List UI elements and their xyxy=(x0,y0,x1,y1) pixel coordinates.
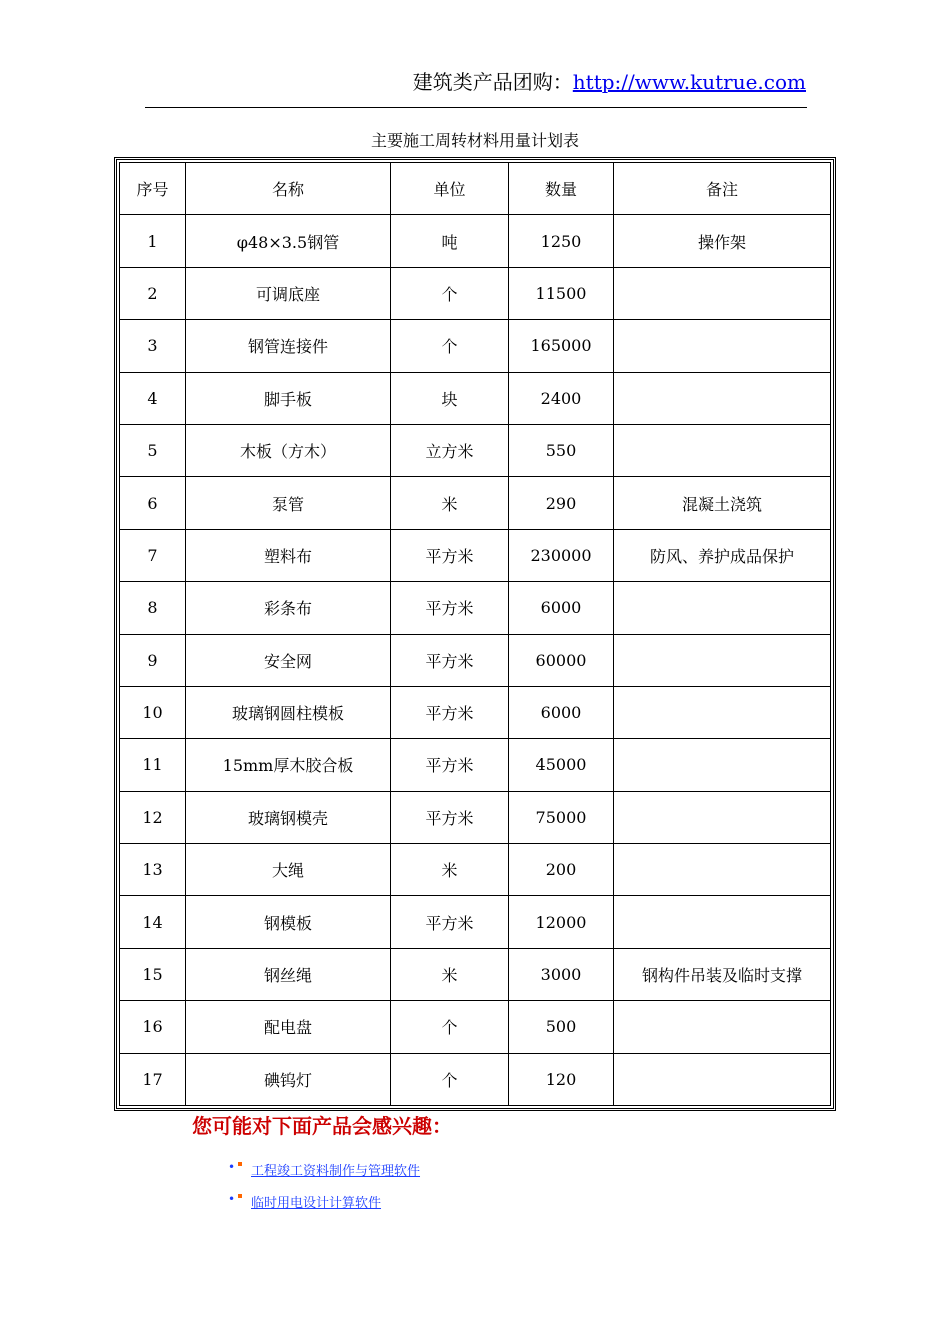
cell-index: 14 xyxy=(120,896,186,948)
cell-index: 5 xyxy=(120,424,186,476)
table-row xyxy=(120,215,831,267)
table-row xyxy=(120,1053,831,1105)
cell-index: 11 xyxy=(120,739,186,791)
cell-quantity: 6000 xyxy=(509,686,614,738)
table-row xyxy=(120,634,831,686)
cell-remark xyxy=(614,267,831,319)
cell-quantity: 11500 xyxy=(509,267,614,319)
table-row xyxy=(120,791,831,843)
cell-name: 碘钨灯 xyxy=(186,1053,391,1105)
cell-remark xyxy=(614,320,831,372)
header-divider xyxy=(145,107,807,108)
cell-remark xyxy=(614,634,831,686)
header-url-link[interactable]: http://www.kutrue.com xyxy=(572,70,806,94)
cell-quantity: 165000 xyxy=(509,320,614,372)
cell-remark xyxy=(614,791,831,843)
cell-quantity: 2400 xyxy=(509,372,614,424)
cell-remark: 防风、养护成品保护 xyxy=(614,529,831,581)
cell-name: 钢模板 xyxy=(186,896,391,948)
cell-remark xyxy=(614,372,831,424)
cell-name: 玻璃钢模壳 xyxy=(186,791,391,843)
table-row xyxy=(120,844,831,896)
cell-index: 16 xyxy=(120,1001,186,1053)
cell-unit: 个 xyxy=(391,1001,509,1053)
cell-unit: 个 xyxy=(391,1053,509,1105)
site-header xyxy=(0,66,806,95)
cell-unit: 立方米 xyxy=(391,424,509,476)
cell-unit: 吨 xyxy=(391,215,509,267)
cell-quantity: 200 xyxy=(509,844,614,896)
cell-quantity: 230000 xyxy=(509,529,614,581)
cell-remark xyxy=(614,1001,831,1053)
cell-remark xyxy=(614,582,831,634)
cell-unit: 平方米 xyxy=(391,791,509,843)
cell-quantity: 550 xyxy=(509,424,614,476)
cell-unit: 米 xyxy=(391,948,509,1000)
cell-remark xyxy=(614,424,831,476)
cell-name: 配电盘 xyxy=(186,1001,391,1053)
cell-name: 15mm厚木胶合板 xyxy=(186,739,391,791)
cell-unit: 平方米 xyxy=(391,582,509,634)
cell-unit: 平方米 xyxy=(391,739,509,791)
table-row xyxy=(120,267,831,319)
column-header-remark: 备注 xyxy=(614,163,831,215)
cell-index: 8 xyxy=(120,582,186,634)
column-header-name: 名称 xyxy=(186,163,391,215)
cell-unit: 平方米 xyxy=(391,634,509,686)
cell-name: φ48×3.5钢管 xyxy=(186,215,391,267)
cell-name: 钢管连接件 xyxy=(186,320,391,372)
table-row xyxy=(120,948,831,1000)
cell-remark xyxy=(614,686,831,738)
cell-name: 钢丝绳 xyxy=(186,948,391,1000)
table-row xyxy=(120,424,831,476)
cell-name: 玻璃钢圆柱模板 xyxy=(186,686,391,738)
cell-name: 脚手板 xyxy=(186,372,391,424)
page-title: 主要施工周转材料用量计划表 xyxy=(370,131,579,150)
header-label: 建筑类产品团购： xyxy=(412,70,573,94)
table-row xyxy=(120,582,831,634)
bullet-icon: • xyxy=(228,1192,236,1206)
cell-unit: 米 xyxy=(391,844,509,896)
cell-quantity: 45000 xyxy=(509,739,614,791)
cell-quantity: 75000 xyxy=(509,791,614,843)
cell-quantity: 6000 xyxy=(509,582,614,634)
bullet-icon: • xyxy=(228,1160,236,1174)
cell-index: 10 xyxy=(120,686,186,738)
cell-index: 7 xyxy=(120,529,186,581)
promo-list xyxy=(228,1160,420,1224)
cell-remark: 操作架 xyxy=(614,215,831,267)
cell-unit: 个 xyxy=(391,320,509,372)
cell-quantity: 120 xyxy=(509,1053,614,1105)
cell-name: 泵管 xyxy=(186,477,391,529)
table-row xyxy=(120,896,831,948)
table-row xyxy=(120,477,831,529)
promo-link[interactable]: 工程竣工资料制作与管理软件 xyxy=(251,1164,421,1179)
promo-title: 您可能对下面产品会感兴趣： xyxy=(192,1114,452,1138)
cell-quantity: 500 xyxy=(509,1001,614,1053)
cell-remark: 混凝土浇筑 xyxy=(614,477,831,529)
cell-unit: 个 xyxy=(391,267,509,319)
cell-name: 彩条布 xyxy=(186,582,391,634)
cell-quantity: 290 xyxy=(509,477,614,529)
materials-table-frame xyxy=(114,157,836,1111)
cell-index: 15 xyxy=(120,948,186,1000)
cell-remark: 钢构件吊装及临时支撑 xyxy=(614,948,831,1000)
cell-name: 安全网 xyxy=(186,634,391,686)
table-header-row xyxy=(120,163,831,215)
cell-name: 大绳 xyxy=(186,844,391,896)
promo-list-item xyxy=(228,1160,420,1192)
column-header-quantity: 数量 xyxy=(509,163,614,215)
table-row xyxy=(120,529,831,581)
cell-unit: 平方米 xyxy=(391,686,509,738)
cell-index: 13 xyxy=(120,844,186,896)
column-header-unit: 单位 xyxy=(391,163,509,215)
cell-name: 可调底座 xyxy=(186,267,391,319)
promo-list-item xyxy=(228,1192,420,1224)
promo-link[interactable]: 临时用电设计计算软件 xyxy=(251,1196,382,1211)
cell-index: 4 xyxy=(120,372,186,424)
cell-quantity: 1250 xyxy=(509,215,614,267)
cell-index: 3 xyxy=(120,320,186,372)
square-marker-icon xyxy=(238,1194,242,1198)
cell-remark xyxy=(614,896,831,948)
cell-name: 塑料布 xyxy=(186,529,391,581)
cell-index: 6 xyxy=(120,477,186,529)
square-marker-icon xyxy=(238,1162,242,1166)
cell-remark xyxy=(614,844,831,896)
cell-index: 17 xyxy=(120,1053,186,1105)
cell-unit: 平方米 xyxy=(391,896,509,948)
cell-index: 2 xyxy=(120,267,186,319)
cell-unit: 平方米 xyxy=(391,529,509,581)
cell-index: 1 xyxy=(120,215,186,267)
cell-index: 12 xyxy=(120,791,186,843)
cell-quantity: 60000 xyxy=(509,634,614,686)
cell-index: 9 xyxy=(120,634,186,686)
cell-quantity: 12000 xyxy=(509,896,614,948)
materials-table xyxy=(119,162,831,1106)
cell-unit: 米 xyxy=(391,477,509,529)
table-row xyxy=(120,686,831,738)
cell-remark xyxy=(614,739,831,791)
cell-unit: 块 xyxy=(391,372,509,424)
cell-remark xyxy=(614,1053,831,1105)
table-row xyxy=(120,739,831,791)
cell-name: 木板（方木） xyxy=(186,424,391,476)
column-header-index: 序号 xyxy=(120,163,186,215)
table-row xyxy=(120,320,831,372)
table-row xyxy=(120,1001,831,1053)
table-row xyxy=(120,372,831,424)
cell-quantity: 3000 xyxy=(509,948,614,1000)
